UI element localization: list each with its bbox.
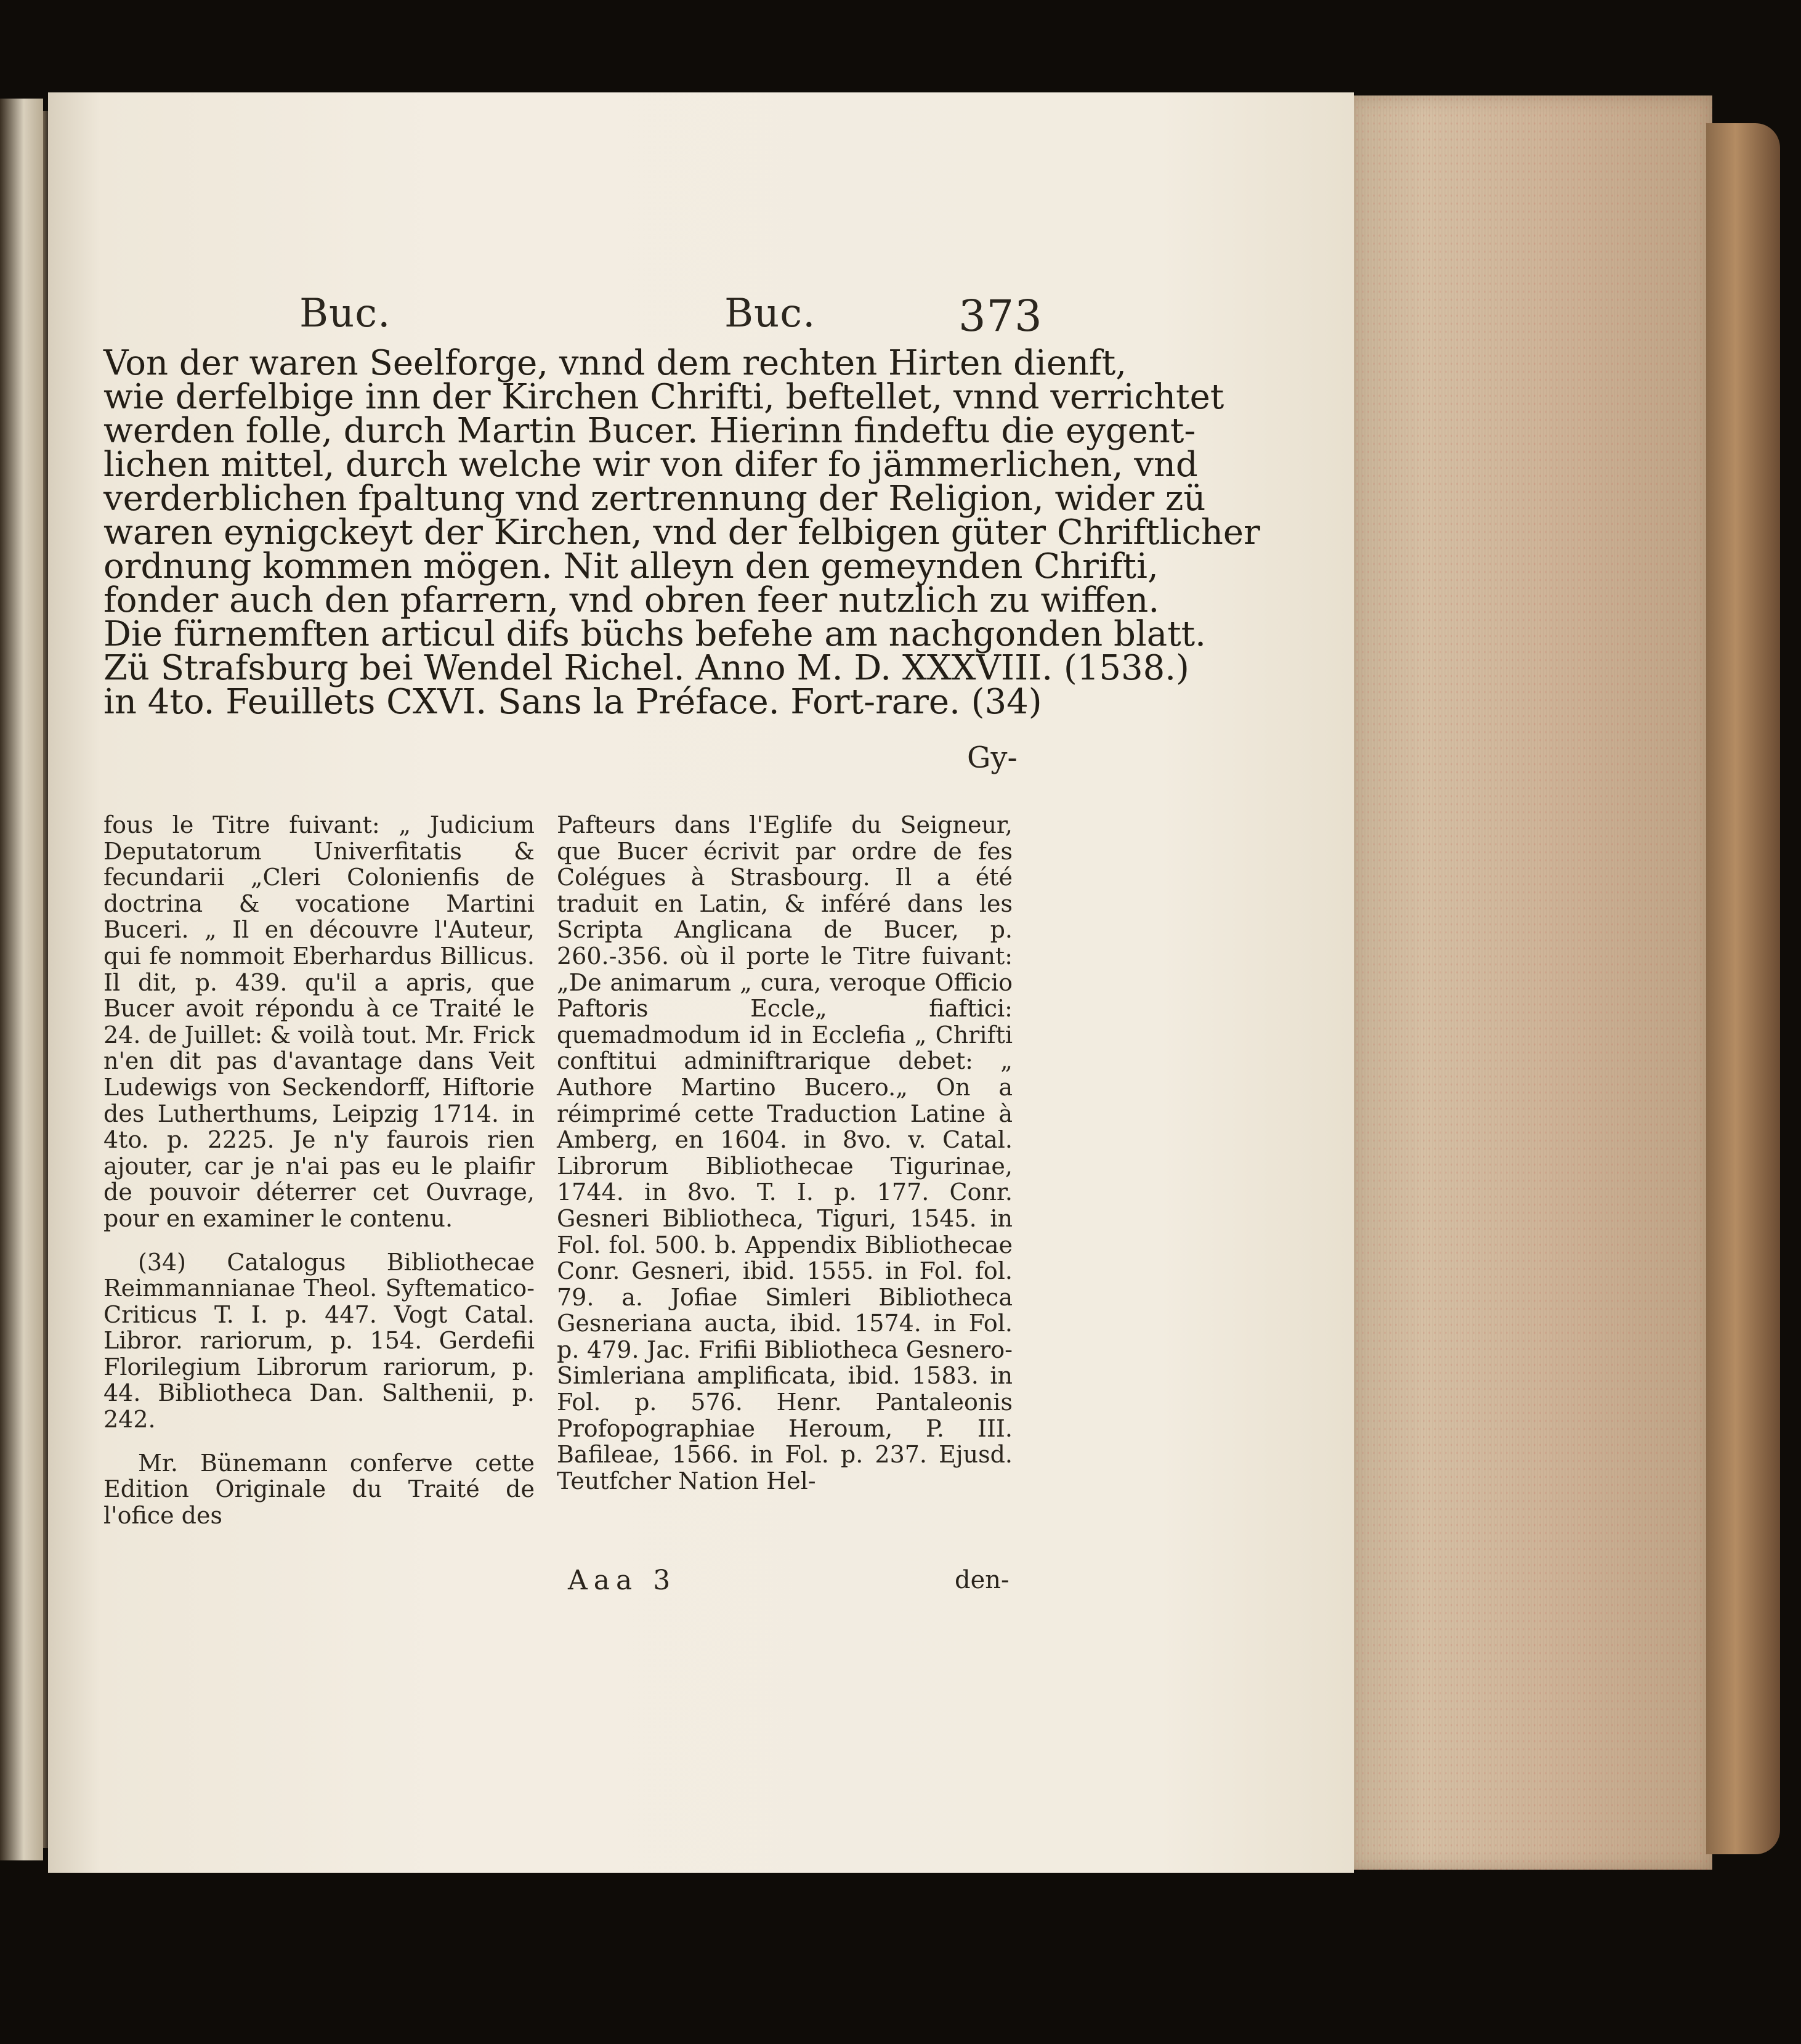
bibliographic-entry	[103, 343, 1260, 722]
entry-line: Von der waren Seelforge, vnnd dem rechten Hirten dienft,	[103, 343, 1127, 383]
entry-line: verderblichen fpaltung vnd zertrennung der Religion, wider zü	[103, 479, 1206, 519]
left-column	[103, 812, 535, 1546]
entry-line: ordnung kommen mögen. Nit alleyn den gemeynden Chrifti,	[103, 546, 1159, 586]
running-head-center: Buc.	[724, 291, 816, 336]
entry-line: in 4to. Feuillets CXVI. Sans la Préface. Fort-rare. (34)	[103, 682, 1042, 722]
right-column	[557, 812, 1013, 1511]
footer-catchword: den-	[955, 1566, 1010, 1594]
book-cover	[1706, 123, 1780, 1854]
entry-line: wie derfelbige inn der Kirchen Chrifti, beftellet, vnnd verrichtet	[103, 377, 1224, 417]
entry-line: Die fürnemften articul difs büchs befehe am nachgonden blatt.	[103, 614, 1206, 654]
left-paragraph: fous le Titre fuivant: „ Judicium Deputatorum Univerfitatis & fecundarii „Cleri Colonienfis de doctrina & vocatione Martini Buceri. „ Il en découvre l'Auteur, qui fe nommoit Eberhardus Billicus. Il dit, p. 439. qu'il a apris, que Bucer avoit répondu à ce Traité le 24. de Juillet: & voilà tout. Mr. Frick n'en dit pas d'avantage dans Veit Ludewigs von Seckendorff, Hiftorie des Lutherthums, Leipzig 1714. in 4to. p. 2225. Je n'y faurois rien ajouter, car je n'ai pas eu le plaifir de pouvoir déterrer cet Ouvrage, pour en examiner le contenu.	[103, 811, 535, 1232]
right-paragraph: Pafteurs dans l'Eglife du Seigneur, que Bucer écrivit par ordre de fes Colégues à Strasbourg. Il a été traduit en Latin, & inféré dans les Scripta Anglicana de Bucer, p. 260.-356. où il porte le Titre fuivant: „De animarum „ cura, veroque Officio Paftoris Eccle„ fiaftici: quemadmodum id in Ecclefia „ Chrifti conftitui adminiftrarique debet: „ Authore Martino Bucero.„ On a réimprimé cette Traduction Latine à Amberg, en 1604. in 8vo. v. Catal. Librorum Bibliothecae Tigurinae, 1744. in 8vo. T. I. p. 177. Conr. Gesneri Bibliotheca, Tiguri, 1545. in Fol. fol. 500. b. Appendix Bibliothecae Conr. Gesneri, ibid. 1555. in Fol. fol. 79. a. Jofiae Simleri Bibliotheca Gesneriana aucta, ibid. 1574. in Fol. p. 479. Jac. Frifii Bibliotheca Gesnero-Simleriana amplificata, ibid. 1583. in Fol. p. 576. Henr. Pantaleonis Profopographiae Heroum, P. III. Bafileae, 1566. in Fol. p. 237. Ejusd. Teutfcher Nation Hel-	[557, 811, 1013, 1494]
page-number: 373	[958, 291, 1043, 341]
entry-catchword: Gy-	[967, 740, 1018, 775]
entry-line: waren eynigckeyt der Kirchen, vnd der felbigen güter Chriftlicher	[103, 513, 1260, 553]
entry-line: lichen mittel, durch welche wir von difer fo jämmerlichen, vnd	[103, 445, 1198, 485]
entry-line: fonder auch den pfarrern, vnd obren feer nutzlich zu wiffen.	[103, 580, 1160, 620]
running-head-left: Buc.	[299, 291, 391, 336]
signature-mark: Aaa 3	[568, 1565, 677, 1596]
fore-edge-pages	[1349, 95, 1712, 1870]
entry-line: werden folle, durch Martin Bucer. Hierinn findeftu die eygent-	[103, 411, 1196, 451]
entry-line: Zü Strafsburg bei Wendel Richel. Anno M. D. XXXVIII. (1538.)	[103, 648, 1189, 688]
facing-page-edge	[0, 99, 43, 1860]
footnote-34: (34) Catalogus Bibliothecae Reimmannianae Theol. Syftematico-Criticus T. I. p. 447. Vogt Catal. Libror. rariorum, p. 154. Gerdefii Florilegium Librorum rariorum, p. 44. Bibliotheca Dan. Salthenii, p. 242.	[103, 1248, 535, 1434]
left-paragraph: Mr. Bünemann conferve cette Edition Originale du Traité de l'ofice des	[103, 1449, 535, 1529]
